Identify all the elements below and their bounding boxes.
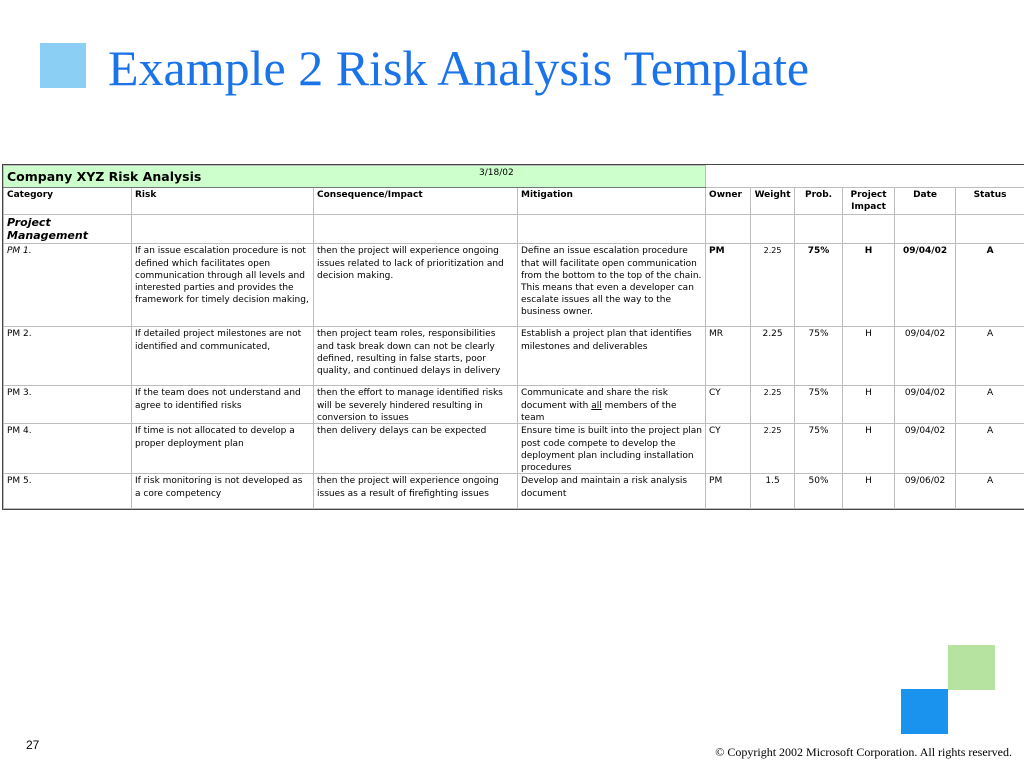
- empty-cell: [706, 215, 751, 244]
- row-consequence: then the project will experience ongoing issues related to lack of prioritization and decision making.: [314, 244, 518, 327]
- decorative-blue-square: [901, 689, 948, 734]
- row-mitigation: [518, 424, 706, 474]
- header-prob: Prob.: [795, 188, 843, 215]
- table-row: [4, 327, 1024, 386]
- row-owner: CY: [706, 386, 751, 424]
- decorative-green-square: [948, 645, 995, 690]
- row-prob: 75%: [795, 424, 843, 474]
- sheet-banner-row: [4, 166, 1024, 188]
- row-impact: H: [843, 386, 895, 424]
- row-status: A: [956, 327, 1024, 386]
- header-mitigation: Mitigation: [518, 188, 706, 215]
- header-row: [4, 188, 1024, 215]
- empty-cell: [314, 215, 518, 244]
- header-weight: Weight: [751, 188, 795, 215]
- row-status: A: [956, 386, 1024, 424]
- header-date: Date: [895, 188, 956, 215]
- row-weight: 2.25: [751, 386, 795, 424]
- copyright-notice: © Copyright 2002 Microsoft Corporation. All rights reserved.: [715, 745, 1012, 759]
- row-mitigation: Define an issue escalation procedure that will facilitate open communication from the bottom to the top of the chain. This means that even a developer can escalate issues all the way to the business owner.: [518, 244, 706, 327]
- row-prob: 75%: [795, 386, 843, 424]
- slide-title: Example 2 Risk Analysis Template: [108, 40, 810, 96]
- header-owner: Owner: [706, 188, 751, 215]
- row-risk: If risk monitoring is not developed as a core competency: [132, 474, 314, 509]
- group-label: Project Management: [4, 215, 132, 244]
- row-risk: If time is not allocated to develop a proper deployment plan: [132, 424, 314, 474]
- mitigation-text-post: members of the team: [521, 400, 677, 423]
- row-prob: 75%: [795, 244, 843, 327]
- row-consequence: then the project will experience ongoing issues as a result of firefighting issues: [314, 474, 518, 509]
- empty-cell: [132, 215, 314, 244]
- row-date: 09/04/02: [895, 386, 956, 424]
- row-weight: 1.5: [751, 474, 795, 509]
- header-status: Status: [956, 188, 1024, 215]
- row-prob: 50%: [795, 474, 843, 509]
- empty-cell: [518, 215, 706, 244]
- row-date: 09/04/02: [895, 244, 956, 327]
- header-risk: Risk: [132, 188, 314, 215]
- empty-cell: [795, 215, 843, 244]
- table-row: [4, 386, 1024, 424]
- title-bullet-square: [40, 43, 86, 88]
- row-consequence: then project team roles, responsibilities and task break down can not be clearly defined, resulting in false starts, poor quality, and continued delays in delivery: [314, 327, 518, 386]
- row-weight: 2.25: [751, 424, 795, 474]
- row-consequence: [314, 386, 518, 424]
- row-consequence-text: then the effort to manage identified risks will be severely hindered resulting in conversion to issues: [317, 388, 503, 423]
- row-date: 09/04/02: [895, 424, 956, 474]
- table-row: [4, 244, 1024, 327]
- row-risk: If detailed project milestones are not identified and communicated,: [132, 327, 314, 386]
- row-mitigation: Develop and maintain a risk analysis document: [518, 474, 706, 509]
- row-status: A: [956, 474, 1024, 509]
- row-category: PM 1.: [4, 244, 132, 327]
- row-category: PM 5.: [4, 474, 132, 509]
- row-date: 09/04/02: [895, 327, 956, 386]
- row-owner: PM: [706, 474, 751, 509]
- header-category: Category: [4, 188, 132, 215]
- row-status: A: [956, 244, 1024, 327]
- row-owner: CY: [706, 424, 751, 474]
- empty-cell: [895, 215, 956, 244]
- row-weight: 2.25: [751, 244, 795, 327]
- header-consequence: Consequence/Impact: [314, 188, 518, 215]
- row-date: 09/06/02: [895, 474, 956, 509]
- sheet-title: Company XYZ Risk Analysis: [4, 166, 706, 188]
- table-row: [4, 424, 1024, 474]
- empty-cell: [843, 215, 895, 244]
- empty-cell: [956, 215, 1024, 244]
- row-risk: If an issue escalation procedure is not defined which facilitates open communication through all levels and interested parties and provides the framework for timely decision making,: [132, 244, 314, 327]
- row-owner: PM: [706, 244, 751, 327]
- row-impact: H: [843, 424, 895, 474]
- row-mitigation: Establish a project plan that identifies milestones and deliverables: [518, 327, 706, 386]
- row-category: PM 2.: [4, 327, 132, 386]
- row-status: A: [956, 424, 1024, 474]
- risk-analysis-sheet: [2, 164, 1024, 510]
- row-mitigation: [518, 386, 706, 424]
- row-owner: MR: [706, 327, 751, 386]
- sheet-date-label: 3/18/02: [479, 168, 514, 178]
- header-impact: Project Impact: [843, 188, 895, 215]
- row-impact: H: [843, 327, 895, 386]
- row-consequence: then delivery delays can be expected: [314, 424, 518, 474]
- table-row: [4, 474, 1024, 509]
- row-prob: 75%: [795, 327, 843, 386]
- row-impact: H: [843, 244, 895, 327]
- row-risk: If the team does not understand and agree to identified risks: [132, 386, 314, 424]
- group-row: [4, 215, 1024, 244]
- row-weight: 2.25: [751, 327, 795, 386]
- page-number: 27: [26, 738, 40, 752]
- row-impact: H: [843, 474, 895, 509]
- risk-table: [3, 165, 1024, 509]
- empty-cell: [751, 215, 795, 244]
- mitigation-text-pre: Communicate and share the risk document with: [521, 388, 668, 411]
- row-mitigation-text: Ensure time is built into the project plan post code compete to develop the deployment plan including installation procedures: [521, 426, 702, 473]
- row-category: PM 4.: [4, 424, 132, 474]
- row-category: PM 3.: [4, 386, 132, 424]
- mitigation-text-emphasis: all: [591, 400, 602, 411]
